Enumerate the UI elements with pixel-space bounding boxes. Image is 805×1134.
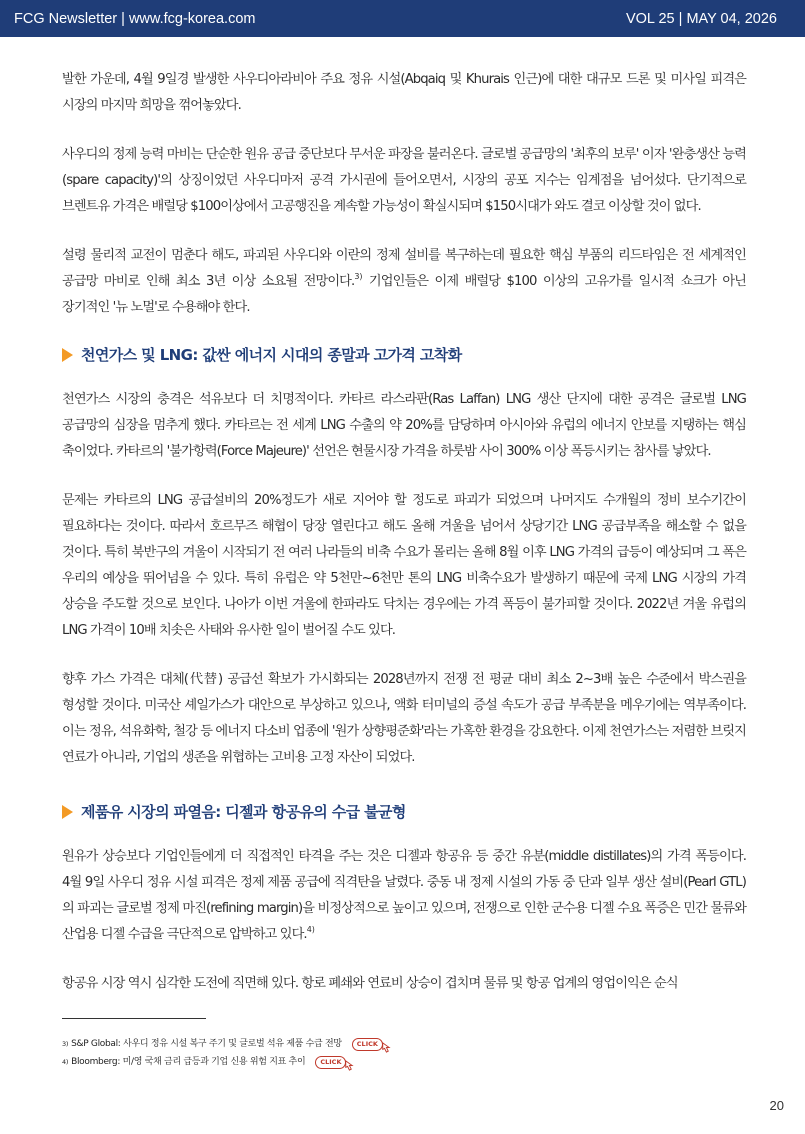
paragraph-text: 기업인들은 이제 배럴당 $100 이상의 고유가를 일시적 쇼크가 아닌 장기적인 '뉴 노멀'로 수용해야 한다. [62,274,746,315]
footnote-number: 4) [62,1058,69,1066]
paragraph [62,844,746,948]
paragraph: 사우디의 정제 능력 마비는 단순한 원유 공급 중단보다 무서운 파장을 불러온다. 글로벌 공급망의 '최후의 보루' 이자 '완충생산 능력(spare capacity)'의 상징이었던 사우디마저 공격 가시권에 들어오면서, 시장의 공포 지수는 임계점을 넘어섰다. 단기적으로 브렌트유 가격은 배럴당 $100이상에서 고공행진을 계속할 가능성이 확실시되며 $150시대가 와도 결코 이상할 것이 없다. [62,147,746,214]
paragraph: 천연가스 시장의 충격은 석유보다 더 치명적이다. 카타르 라스라판(Ras Laffan) LNG 생산 단지에 대한 공격은 글로벌 LNG 공급망의 심장을 멈추게 했다. 카타르는 전 세계 LNG 수출의 약 20%를 담당하며 아시아와 유럽의 에너지 안보를 지탱하는 핵심 축이었다. 카타르의 '불가항력(Force Majeure)' 선언은 현물시장 가격을 하룻밤 사이 300% 이상 폭등시키는 참사를 낳았다. [62,392,746,459]
triangle-bullet-icon [62,348,73,362]
paragraph [62,243,746,321]
page-number: 20 [769,1098,784,1113]
click-label: CLICK [356,1039,378,1048]
footnote-text: Bloomberg: 미/영 국채 금리 급등과 기업 신용 위험 지표 추이 [71,1057,306,1067]
paragraph: 항공유 시장 역시 심각한 도전에 직면해 있다. 항로 폐쇄와 연료비 상승이 겹치며 물류 및 항공 업계의 영업이익은 순식 [62,976,678,991]
paragraph: 향후 가스 가격은 대체(代替) 공급선 확보가 가시화되는 2028년까지 전쟁 전 평균 대비 최소 2~3배 높은 수준에서 박스권을 형성할 것이다. 미국산 셰일가스가 대안으로 부상하고 있으나, 액화 터미널의 증설 속도가 공급 부족분을 메우기에는 역부족이다. 이는 정유, 석유화학, 철강 등 에너지 다소비 업종에 '원가 상향평준화'라는 가혹한 환경을 강요한다. 이제 천연가스는 저렴한 브릿지 연료가 아니라, 기업의 생존을 위협하는 고비용 고정 자산이 되었다. [62,672,746,765]
footnote-ref[interactable]: 3) [354,272,363,281]
section-heading [62,802,746,822]
section-heading-text: 천연가스 및 LNG: 값싼 에너지 시대의 종말과 고가격 고착화 [81,346,462,364]
section-heading [62,345,746,365]
footnote [62,1035,762,1053]
section-heading-text: 제품유 시장의 파열음: 디젤과 항공유의 수급 불균형 [81,803,406,821]
newsletter-site-label: FCG Newsletter | www.fcg-korea.com [14,11,256,27]
paragraph-text: 설령 물리적 교전이 멈춘다 해도, 파괴된 사우디와 이란의 정제 설비를 복구하는데 필요한 핵심 부품의 리드타임은 전 세계적인 공급망 마비로 인해 최소 3년 이상 소요될 전망이다. [62,248,746,289]
paragraph: 문제는 카타르의 LNG 공급설비의 20%정도가 새로 지어야 할 정도로 파괴가 되었으며 나머지도 수개월의 정비 보수기간이 필요하다는 것이다. 따라서 호르무즈 해협이 당장 열린다고 해도 올해 겨울을 넘어서 상당기간 LNG 공급부족을 해소할 수 없을 것이다. 특히 북반구의 겨울이 시작되기 전 여러 나라들의 비축 수요가 몰리는 올해 8월 이후 LNG 가격의 급등이 예상되며 그 폭은 우리의 예상을 뛰어넘을 수 있다. 특히 유럽은 약 5천만~6천만 톤의 LNG 비축수요가 발생하기 때문에 국제 LNG 시장의 가격 상승을 주도할 것으로 보인다. 나아가 이번 겨울에 한파라도 닥치는 경우에는 가격 폭등이 불가피할 것이다. 2022년 겨울 유럽의 LNG 가격이 10배 치솟은 사태와 유사한 일이 벌어질 수도 있다. [62,493,746,638]
footnotes [62,1035,762,1071]
footnote-divider [62,1018,206,1019]
footnote-text: S&P Global: 사우디 정유 시설 복구 주기 및 글로벌 석유 제품 수급 전망 [71,1039,342,1049]
footnote-number: 3) [62,1040,69,1048]
newsletter-header-bar [0,0,805,37]
footnote [62,1053,762,1071]
pointer-hand-icon [343,1060,354,1071]
article-body [62,67,746,1020]
click-label: CLICK [320,1057,342,1066]
triangle-bullet-icon [62,805,73,819]
pointer-hand-icon [380,1042,391,1053]
paragraph-text: 원유가 상승보다 기업인들에게 더 직접적인 타격을 주는 것은 디젤과 항공유 등 중간 유분(middle distillates)의 가격 폭등이다. 4월 9일 사우디 정유 시설 피격은 정제 제품 공급에 직격탄을 날렸다. 중동 내 정제 시설의 가동 중 단과 일부 생산 설비(Pearl GTL)의 파괴는 글로벌 정제 마진(refining margin)을 비정상적으로 높이고 있으며, 전쟁으로 인한 군수용 디젤 수요 폭증은 민간 물류와 산업용 디젤 수급을 극단적으로 압박하고 있다. [62,849,746,942]
click-link-button[interactable] [352,1038,383,1051]
paragraph: 발한 가운데, 4월 9일경 발생한 사우디아라비아 주요 정유 시설(Abqaiq 및 Khurais 인근)에 대한 대규모 드론 및 미사일 피격은 시장의 마지막 희망을 꺾어놓았다. [62,72,746,113]
click-link-button[interactable] [315,1056,346,1069]
footnote-ref[interactable]: 4) [306,925,315,934]
issue-volume-date: VOL 25 | MAY 04, 2026 [625,11,777,27]
